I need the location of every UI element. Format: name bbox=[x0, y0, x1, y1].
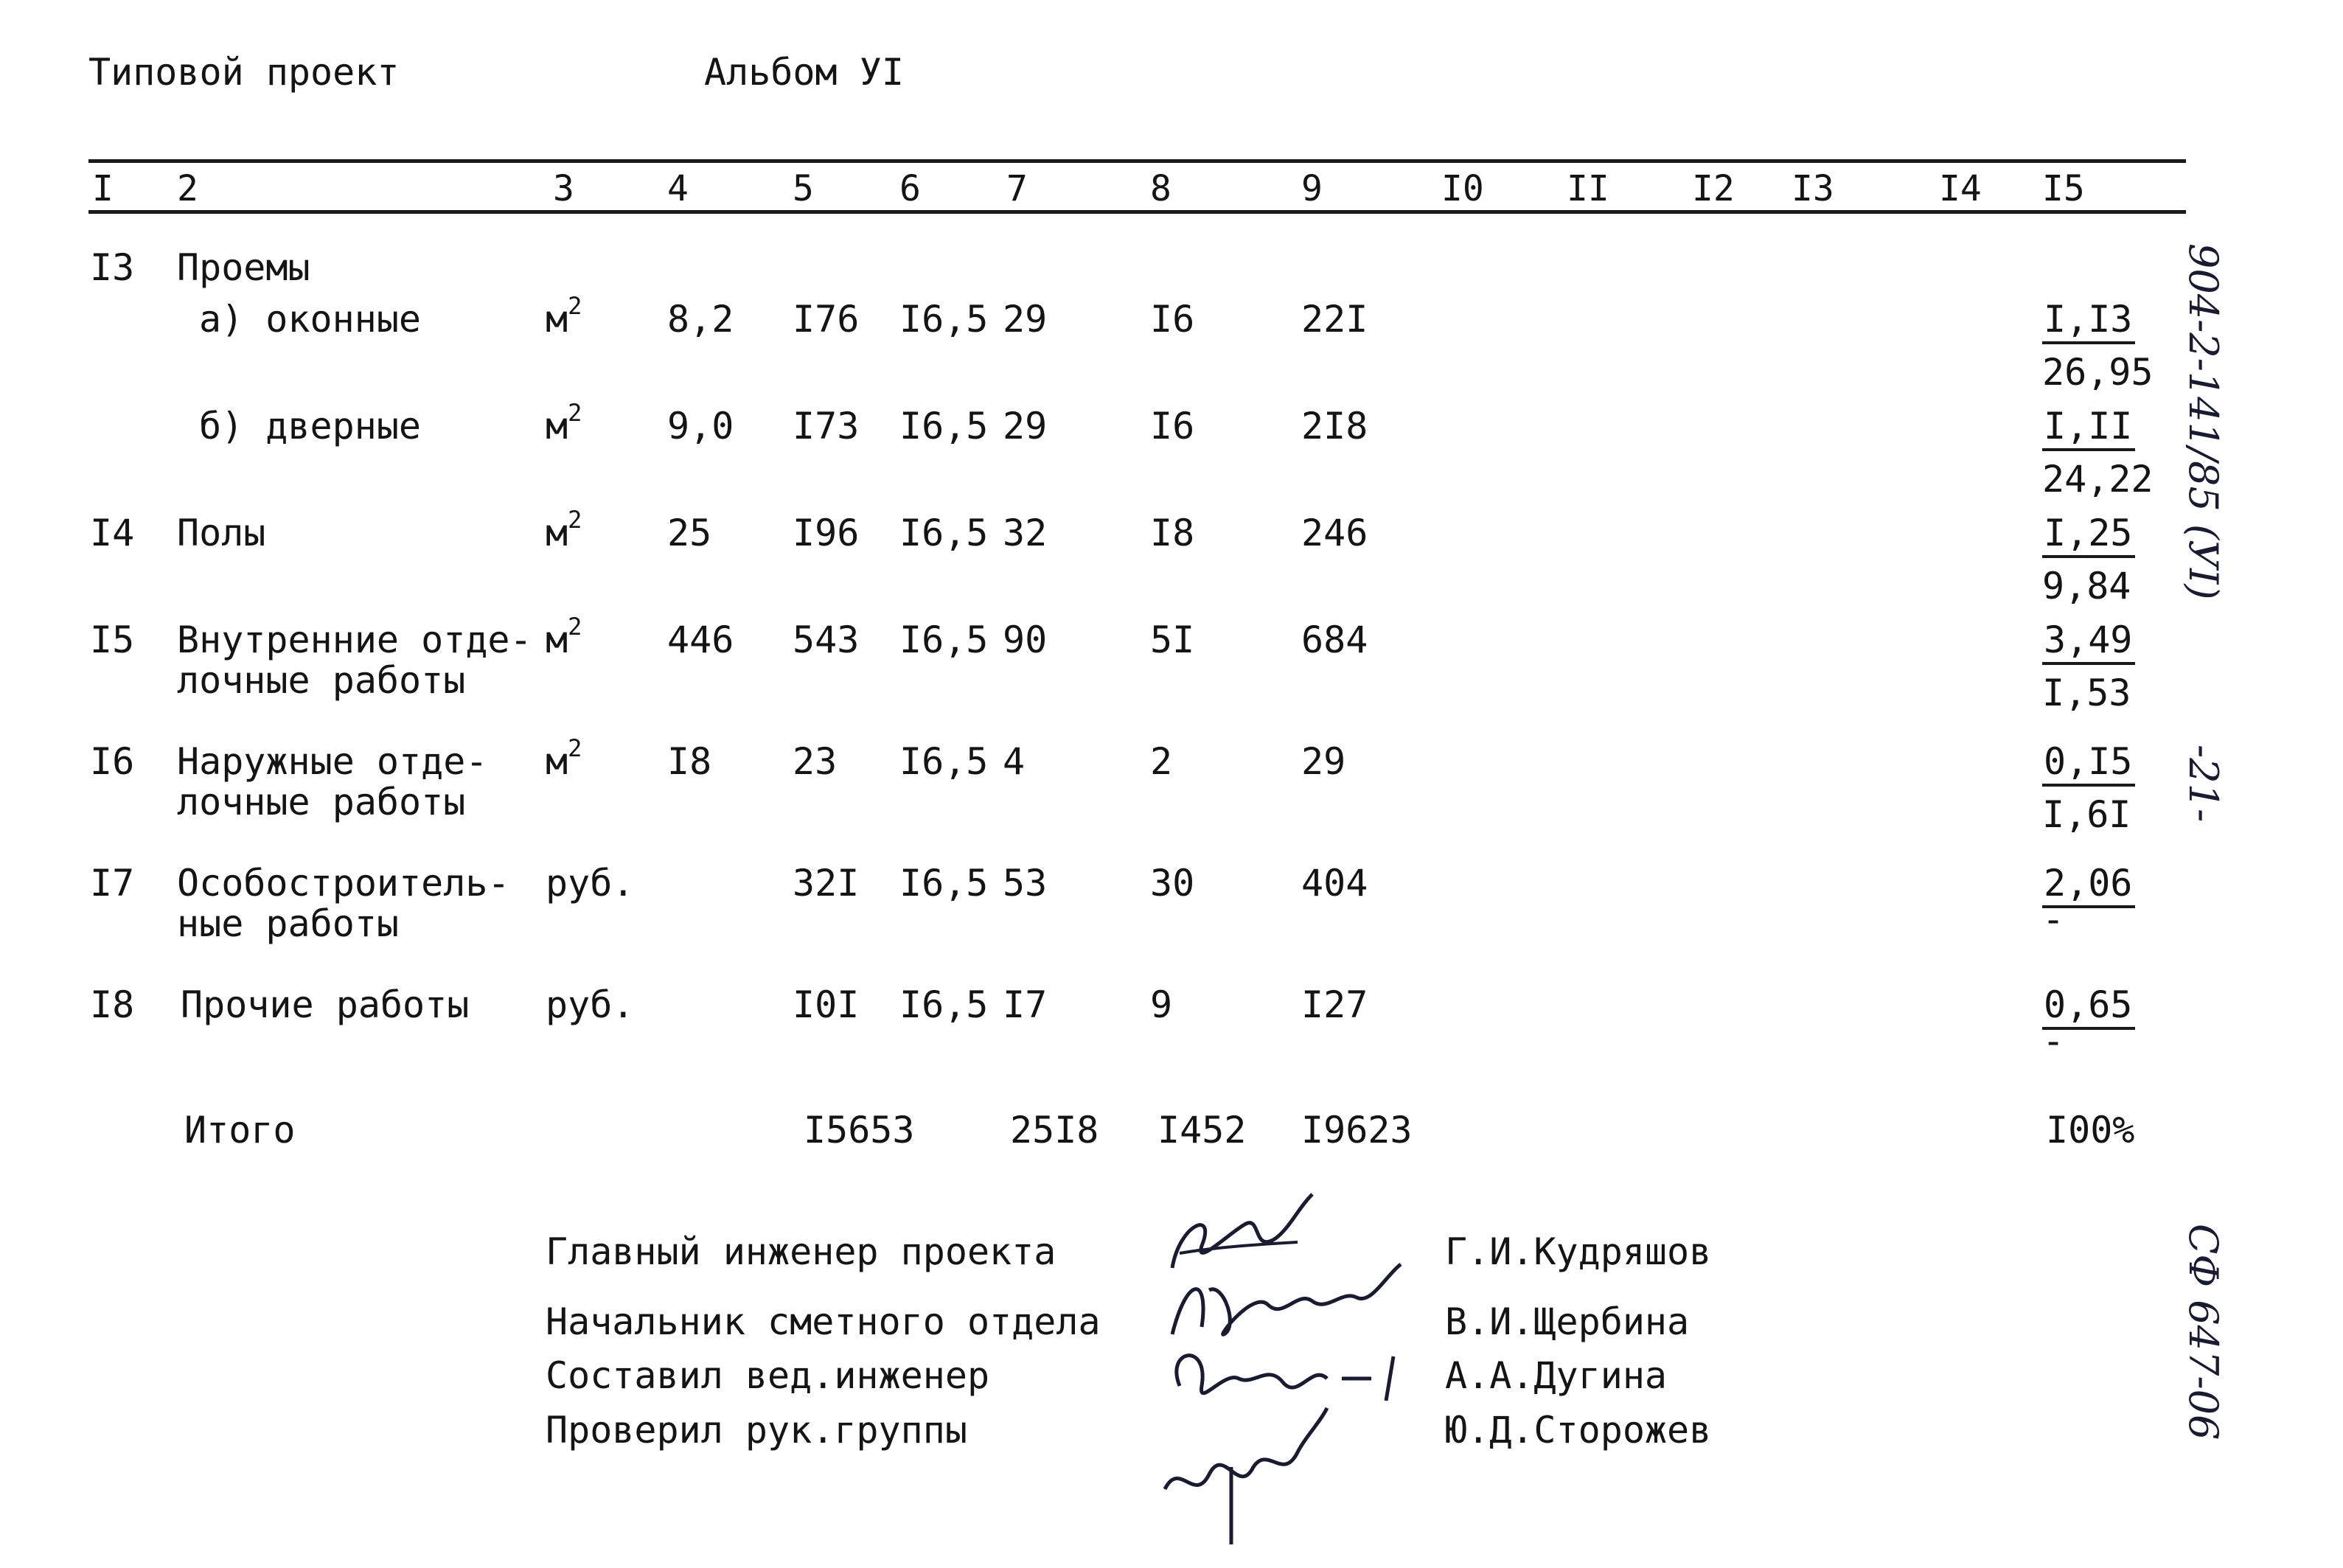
cell-c15: 2,06 - bbox=[2042, 863, 2135, 930]
col-header-8: 8 bbox=[1150, 168, 1172, 209]
cell-c4: 8,2 bbox=[667, 298, 734, 341]
signature-role: Составил вед.инженер bbox=[546, 1354, 990, 1397]
cell-c4: 25 bbox=[667, 512, 712, 554]
cell-c15: $\frac{I,25}{9,84}$ bbox=[2042, 512, 2135, 607]
cell-c8: I6 bbox=[1150, 298, 1195, 341]
cell-c15: $\frac{I,I3}{26,95}$ bbox=[2042, 298, 2154, 394]
cell-c6: I6,5 bbox=[899, 740, 989, 783]
cell-c5: I76 bbox=[793, 298, 860, 341]
total-c5: I5653 bbox=[804, 1109, 915, 1151]
signature-role: Главный инженер проекта bbox=[546, 1230, 1056, 1273]
signature-name: В.И.Щербина bbox=[1445, 1300, 1690, 1343]
cell-c7: 90 bbox=[1003, 619, 1048, 661]
row-unit: $м^2$ bbox=[546, 292, 582, 341]
total-c7: 25I8 bbox=[1010, 1109, 1099, 1151]
cell-c6: I6,5 bbox=[899, 619, 989, 661]
cell-c8: I6 bbox=[1150, 405, 1195, 447]
cell-c5: I73 bbox=[793, 405, 860, 447]
row-name: Прочие работы bbox=[181, 983, 470, 1026]
col-header-1: I bbox=[92, 168, 114, 209]
total-c15: I00% bbox=[2046, 1109, 2135, 1151]
cell-c8: I8 bbox=[1150, 512, 1195, 554]
row-unit: $м^2$ bbox=[546, 506, 582, 554]
side-document-code: СФ 647-06 bbox=[2180, 1224, 2227, 1440]
cell-c9: 29 bbox=[1301, 740, 1346, 783]
cell-c6: I6,5 bbox=[899, 983, 989, 1026]
row-name-continued: ные работы bbox=[177, 902, 400, 945]
cell-c6: I6,5 bbox=[899, 405, 989, 447]
signature-role: Проверил рук.группы bbox=[546, 1409, 967, 1452]
row-name: Полы bbox=[177, 512, 266, 554]
row-name-continued: лочные работы bbox=[177, 781, 466, 823]
cell-c5: 32I bbox=[793, 862, 860, 905]
total-c9: I9623 bbox=[1301, 1109, 1413, 1151]
signature-name: Ю.Д.Сторожев bbox=[1445, 1409, 1712, 1452]
handwritten-signature-4 bbox=[1150, 1401, 1342, 1548]
cell-c7: 29 bbox=[1003, 405, 1048, 447]
row-name: Проемы bbox=[177, 246, 310, 289]
col-header-13: I3 bbox=[1792, 168, 1834, 209]
row-name: а) оконные bbox=[199, 298, 422, 341]
cell-c9: 22I bbox=[1301, 298, 1368, 341]
col-header-7: 7 bbox=[1006, 168, 1028, 209]
row-unit: руб. bbox=[546, 862, 635, 905]
row-name: б) дверные bbox=[199, 405, 422, 447]
row-name: Наружные отде- bbox=[177, 740, 488, 783]
signature-name: А.А.Дугина bbox=[1445, 1354, 1668, 1397]
cell-c5: I96 bbox=[793, 512, 860, 554]
cell-c9: I27 bbox=[1301, 983, 1368, 1026]
row-number: I4 bbox=[90, 512, 135, 554]
row-unit: руб. bbox=[546, 983, 635, 1026]
table-header-rule bbox=[88, 210, 2186, 214]
row-number: I7 bbox=[90, 862, 135, 905]
album-label: Альбом УI bbox=[704, 51, 904, 94]
row-name: Внутренние отде- bbox=[177, 619, 532, 661]
cell-c7: 53 bbox=[1003, 862, 1048, 905]
cell-c7: 4 bbox=[1003, 740, 1026, 783]
col-header-9: 9 bbox=[1301, 168, 1323, 209]
col-header-10: I0 bbox=[1441, 168, 1484, 209]
col-header-2: 2 bbox=[177, 168, 198, 209]
cell-c7: I7 bbox=[1003, 983, 1048, 1026]
row-name: Особостроитель- bbox=[177, 862, 510, 905]
cell-c8: 9 bbox=[1150, 983, 1173, 1026]
cell-c5: 543 bbox=[793, 619, 860, 661]
doc-type-label: Типовой проект bbox=[88, 51, 400, 94]
row-unit: $м^2$ bbox=[546, 734, 582, 783]
signature-name: Г.И.Кудряшов bbox=[1445, 1230, 1712, 1273]
row-number: I8 bbox=[90, 983, 135, 1026]
cell-c15: $\frac{I,II}{24,22}$ bbox=[2042, 405, 2154, 501]
row-unit: $м^2$ bbox=[546, 613, 582, 661]
cell-c15: 0,65 - bbox=[2042, 984, 2135, 1052]
cell-c15: $\frac{3,49}{I,53}$ bbox=[2042, 619, 2135, 714]
cell-c4: 9,0 bbox=[667, 405, 734, 447]
cell-c5: I0I bbox=[793, 983, 860, 1026]
cell-c4: I8 bbox=[667, 740, 712, 783]
cell-c15: $\frac{0,I5}{I,6I}$ bbox=[2042, 741, 2135, 835]
total-c8: I452 bbox=[1157, 1109, 1247, 1151]
row-number: I6 bbox=[90, 740, 135, 783]
row-name-continued: лочные работы bbox=[177, 659, 466, 702]
cell-c9: 404 bbox=[1301, 862, 1368, 905]
row-unit: $м^2$ bbox=[546, 399, 582, 447]
cell-c8: 30 bbox=[1150, 862, 1195, 905]
side-page-number: -21- bbox=[2180, 745, 2227, 823]
col-header-4: 4 bbox=[667, 168, 689, 209]
cell-c7: 32 bbox=[1003, 512, 1048, 554]
cell-c9: 2I8 bbox=[1301, 405, 1368, 447]
cell-c9: 246 bbox=[1301, 512, 1368, 554]
cell-c6: I6,5 bbox=[899, 298, 989, 341]
col-header-6: 6 bbox=[899, 168, 921, 209]
total-label: Итого bbox=[184, 1109, 296, 1151]
cell-c6: I6,5 bbox=[899, 862, 989, 905]
cell-c9: 684 bbox=[1301, 619, 1368, 661]
table-top-rule bbox=[88, 159, 2186, 163]
cell-c5: 23 bbox=[793, 740, 838, 783]
row-number: I5 bbox=[90, 619, 135, 661]
col-header-12: I2 bbox=[1692, 168, 1735, 209]
col-header-14: I4 bbox=[1939, 168, 1982, 209]
cell-c7: 29 bbox=[1003, 298, 1048, 341]
cell-c4: 446 bbox=[667, 619, 734, 661]
cell-c6: I6,5 bbox=[899, 512, 989, 554]
cell-c8: 2 bbox=[1150, 740, 1173, 783]
col-header-15: I5 bbox=[2042, 168, 2085, 209]
signature-role: Начальник сметного отдела bbox=[546, 1300, 1101, 1343]
col-header-5: 5 bbox=[793, 168, 814, 209]
row-number: I3 bbox=[90, 246, 135, 289]
col-header-11: II bbox=[1567, 168, 1609, 209]
cell-c8: 5I bbox=[1150, 619, 1195, 661]
col-header-3: 3 bbox=[553, 168, 574, 209]
side-project-code: 904-2-141/85 (УI) bbox=[2180, 243, 2227, 600]
